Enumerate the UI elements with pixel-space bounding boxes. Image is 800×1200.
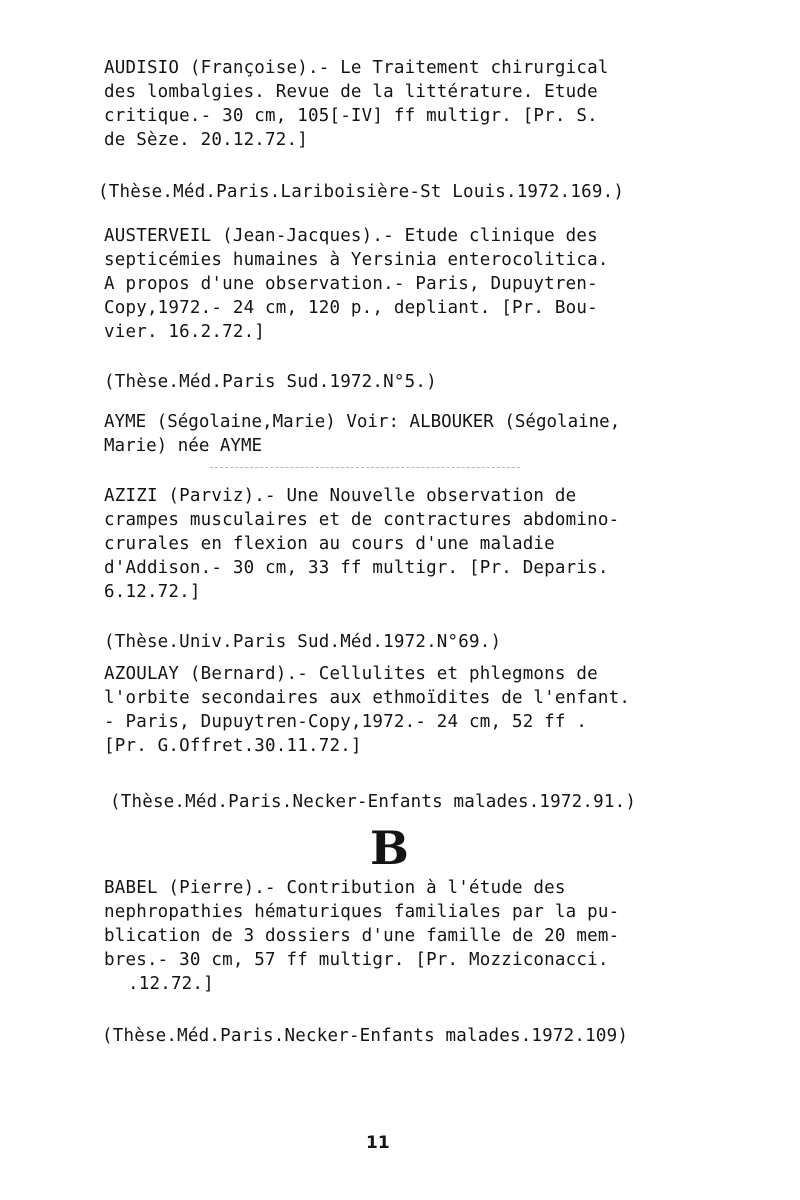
entry-line: A propos d'une observation.- Paris, Dupuytren- bbox=[104, 274, 598, 294]
entry-line: AUDISIO (Françoise).- Le Traitement chirurgical bbox=[104, 58, 609, 78]
entry-line: BABEL (Pierre).- Contribution à l'étude des bbox=[104, 878, 566, 898]
entry-line: critique.- 30 cm, 105[-IV] ff multigr. [Pr. S. bbox=[104, 106, 598, 126]
separator-rule bbox=[210, 467, 520, 468]
entry-line: crampes musculaires et de contractures abdomino- bbox=[104, 510, 620, 530]
thesis-reference: (Thèse.Méd.Paris Sud.1972.N°5.) bbox=[104, 372, 437, 392]
entry-line: AZOULAY (Bernard).- Cellulites et phlegmons de bbox=[104, 664, 598, 684]
thesis-reference: (Thèse.Univ.Paris Sud.Méd.1972.N°69.) bbox=[104, 632, 502, 652]
entry-line: de Sèze. 20.12.72.] bbox=[104, 130, 308, 150]
entry-line: d'Addison.- 30 cm, 33 ff multigr. [Pr. Deparis. bbox=[104, 558, 609, 578]
entry-line: blication de 3 dossiers d'une famille de 20 mem- bbox=[104, 926, 620, 946]
cross-reference-line: Marie) née AYME bbox=[104, 436, 263, 456]
entry-line: vier. 16.2.72.] bbox=[104, 322, 266, 342]
entry-line: crurales en flexion au cours d'une maladie bbox=[104, 534, 555, 554]
section-letter: B bbox=[370, 821, 409, 875]
entry-line: l'orbite secondaires aux ethmoïdites de l'enfant. bbox=[104, 688, 631, 708]
thesis-reference: (Thèse.Méd.Paris.Necker-Enfants malades.1972.91.) bbox=[110, 792, 637, 812]
entry-line: - Paris, Dupuytren-Copy,1972.- 24 cm, 52 ff . bbox=[104, 712, 588, 732]
entry-line: Copy,1972.- 24 cm, 120 p., depliant. [Pr. Bou- bbox=[104, 298, 598, 318]
cross-reference-line: AYME (Ségolaine,Marie) Voir: ALBOUKER (Ségolaine, bbox=[104, 412, 621, 432]
entry-line: [Pr. G.Offret.30.11.72.] bbox=[104, 736, 362, 756]
entry-line: AZIZI (Parviz).- Une Nouvelle observation de bbox=[104, 486, 577, 506]
page-number: 11 bbox=[366, 1133, 390, 1153]
thesis-reference: (Thèse.Méd.Paris.Lariboisière-St Louis.1972.169.) bbox=[98, 182, 625, 202]
entry-line: 6.12.72.] bbox=[104, 582, 201, 602]
entry-line: AUSTERVEIL (Jean-Jacques).- Etude clinique des bbox=[104, 226, 598, 246]
thesis-reference: (Thèse.Méd.Paris.Necker-Enfants malades.1972.109) bbox=[102, 1026, 629, 1046]
entry-line: bres.- 30 cm, 57 ff multigr. [Pr. Mozziconacci. bbox=[104, 950, 609, 970]
entry-line: nephropathies hématuriques familiales par la pu- bbox=[104, 902, 620, 922]
entry-line: des lombalgies. Revue de la littérature. Etude bbox=[104, 82, 598, 102]
entry-line: septicémies humaines à Yersinia enterocolitica. bbox=[104, 250, 609, 270]
entry-line: .12.72.] bbox=[128, 974, 214, 994]
